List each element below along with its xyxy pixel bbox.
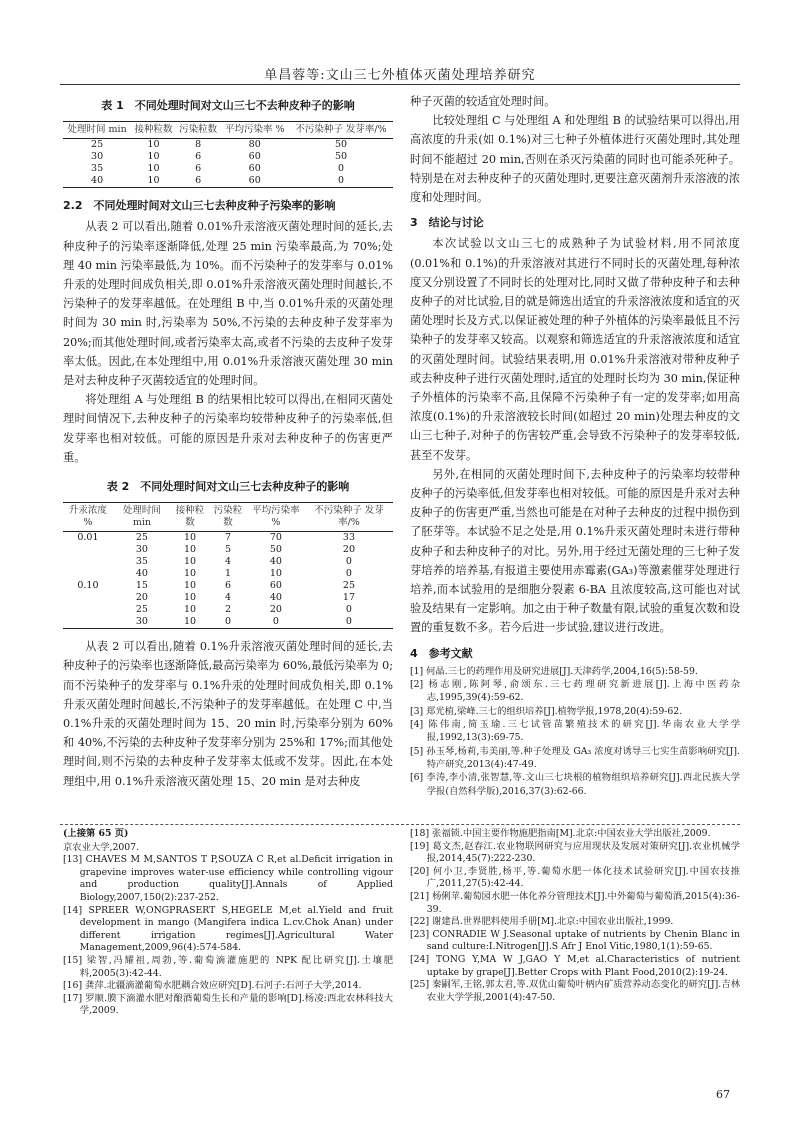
table-cell: 17 bbox=[342, 592, 355, 604]
table-cell: 40 bbox=[135, 568, 148, 580]
reference-item: [4] 陈伟南,简玉瑜.三七试管苗繁殖技术的研究[J].华南农业大学学报,1992,13(3):69-75. bbox=[410, 719, 740, 744]
reference-item: 京农业大学,2007. bbox=[63, 841, 140, 853]
table-cell: 10 bbox=[183, 556, 197, 568]
table1 bbox=[63, 121, 393, 188]
table-cell: 15 bbox=[135, 580, 148, 592]
table-cell: 60 bbox=[248, 163, 261, 175]
running-header: 单昌蓉等:文山三七外植体灭菌处理培养研究 bbox=[264, 68, 536, 83]
table-row bbox=[63, 604, 393, 616]
table-cell: 50 bbox=[269, 544, 282, 556]
table-cell: 20 bbox=[269, 604, 282, 616]
conclusion-paragraph-2: 另外,在相同的灭菌处理时间下,去种皮种子的污染率均较带种皮种子的污染率低,但发芽率也相对较低。可能的原因是升汞对去种皮种子的伤害更严重,当然也可能是在对种子去种皮的过程中损伤到了胚芽等。本试验不足之处是,用 0.1%升汞灭菌处理时未进行带种皮种子和去种皮种子的对比。另外,用于经过无菌处理的三七种子发芽培养的培养基,有报道主要使用赤霉素(GA₃)等激素催芽处理进行培养,而本试验用的是细胞分裂素 6-BA 且浓度较高,这可能也对试验及结果有一定影响。加之由于种子数量有限,试验的重复次数和设置的重复数不多。若今后进一步试验,建议进行改进。 bbox=[410, 467, 740, 635]
table-header-cell: 升汞浓度 % bbox=[63, 503, 113, 532]
table-cell bbox=[63, 616, 113, 629]
table-cell: 10 bbox=[183, 616, 197, 628]
reference-item: [16] 龚萍.北疆滴灌葡萄水肥耦合效应研究[D].石河子:石河子大学,2014. bbox=[63, 980, 362, 992]
table-cell: 0.10 bbox=[77, 580, 99, 592]
reference-item: [20] 何小卫,李贤胜,杨平,等.葡萄水肥一体化技术试验研究[J].中国农技推广,2011,27(5):42-44. bbox=[410, 865, 740, 890]
table-cell: 6 bbox=[195, 151, 202, 163]
table2-body bbox=[63, 532, 393, 629]
reference-item: [2] 杨志刚,陈阿琴,俞颂东.三七药理研究新进展[J].上海中医药杂志,1995,39(4):59-62. bbox=[410, 679, 740, 704]
table-cell: 10 bbox=[147, 175, 160, 187]
table-cell: 20 bbox=[135, 592, 148, 604]
table-header-cell: 不污染种子 发芽率/% bbox=[305, 503, 393, 532]
table-cell: 70 bbox=[269, 532, 282, 544]
section-3-heading: 3 结论与讨论 bbox=[410, 216, 484, 230]
section-2-2-heading: 2.2 不同处理时间对文山三七去种皮种子污染率的影响 bbox=[63, 199, 336, 213]
reference-item: [5] 孙玉琴,杨莉,韦美丽,等.种子处理及 GA₃ 浓度对诱导三七实生苗影响研究[J].特产研究,2013(4):47-49. bbox=[410, 745, 740, 770]
reference-list bbox=[410, 665, 740, 798]
table-cell: 0 bbox=[345, 604, 352, 616]
table1-body bbox=[63, 139, 393, 188]
table-cell: 0 bbox=[345, 568, 352, 580]
table2 bbox=[63, 502, 393, 629]
table-cell: 10 bbox=[183, 544, 197, 556]
reference-item: [25] 秦嗣军,王铭,郭太君,等.双优山葡萄叶柄内矿质营养动态变化的研究[J].吉林农业大学学报,2001(4):47-50. bbox=[410, 979, 740, 1003]
reference-item: [6] 李涛,李小清,张智慧,等.文山三七块根的植物组织培养研究[J].西北民族大学学报(自然科学版),2016,37(3):62-66. bbox=[410, 772, 740, 797]
table-cell: 10 bbox=[183, 580, 197, 592]
continued-references-left bbox=[63, 828, 393, 1018]
table-cell: 10 bbox=[147, 163, 160, 175]
table-cell: 4 bbox=[224, 556, 231, 568]
section-2-2-paragraph-1: 从表 2 可以看出,随着 0.01%升汞溶液灭菌处理时间的延长,去种皮种子的污染率逐渐降低,处理 25 min 污染率最高,为 70%;处理 40 min 污染率最低,为 10%。而不污染种子的发芽率与 0.01%升汞的处理时间成负相关,即 0.01%升汞溶液灭菌处理时间越长,不污染种子的发芽率越低。在处理组 B 中,当 0.01%升汞的灭菌处理时间为 30 min 时,污染率为 50%,不污染的去种皮种子发芽率为 20%;而其他处理时间,或者污染率太高,或者不污染的去皮种子发芽率太低。因此,在本处理组中,用 0.01%升汞溶液灭菌处理 30 min 是对去种皮种子灭菌较适宜的处理时间。 bbox=[63, 220, 393, 388]
table-cell: 10 bbox=[147, 139, 160, 151]
table-cell: 25 bbox=[135, 604, 148, 616]
table-row bbox=[63, 556, 393, 568]
reference-item: [13] CHAVES M M,SANTOS T P,SOUZA C R,et al.Deficit irrigation in grapevine improves water-use efficiency while controlling vigour and production quality[J].Annals of Applied Biology,2007,150(2):237-252. bbox=[63, 854, 393, 903]
table-cell: 0.01 bbox=[77, 532, 99, 544]
page-number: 67 bbox=[716, 1088, 730, 1101]
continuation-divider bbox=[60, 824, 740, 825]
conclusion-paragraph-1: 本次试验以文山三七的成熟种子为试验材料,用不同浓度(0.01%和 0.1%)的升汞溶液对其进行不同时长的灭菌处理,每种浓度又分别设置了不同时长的处理对比,同时又做了带种皮种子和去种皮种子的对比试验,目的就是筛选出适宜的升汞溶液浓度和适宜的灭菌处理时长及方式,以保证被处理的种子外植体的污染率最低且不污染种子的发芽率又较高。以观察和筛选适宜的升汞溶液浓度和适宜的灭菌处理时间。试验结果表明,用 0.01%升汞溶液对带种皮种子或去种皮种子进行灭菌处理时,适宜的处理时长均为 30 min,保证种子外植体的污染率不高,且保障不污染种子有一定的发芽率;如用高浓度(0.1%)的升汞溶液较长时间(如超过 20 min)处理去种皮的文山三七种子,对种子的伤害较严重,会导致不污染种子的发芽率较低,甚至不发芽。 bbox=[410, 237, 740, 462]
table-cell: 0 bbox=[337, 163, 345, 175]
continued-text: 种子灭菌的较适宜处理时间。 bbox=[410, 95, 556, 108]
table-row bbox=[63, 544, 393, 556]
table-cell: 7 bbox=[224, 532, 231, 544]
table-cell: 25 bbox=[342, 580, 355, 592]
reference-item: [21] 杨俐苹.葡萄园水肥一体化养分管理技术[J].中外葡萄与葡萄酒,2015(4):36-39. bbox=[410, 890, 740, 915]
continued-reference-list-left bbox=[63, 842, 393, 1018]
table-cell: 6 bbox=[224, 580, 231, 592]
table-cell: 80 bbox=[248, 139, 261, 151]
table-header-cell: 污染粒数 bbox=[176, 122, 221, 139]
table-cell: 60 bbox=[248, 175, 261, 187]
table-header-cell: 不污染种子 发芽率/% bbox=[289, 122, 393, 139]
table-row bbox=[63, 151, 393, 163]
table-cell: 40 bbox=[269, 556, 282, 568]
reference-item: [23] CONRADIE W J.Seasonal uptake of nutrients by Chenin Blanc in sand culture:I.Nitrogen[J].S Afr J Enol Vitic,1980,1(1):59-65. bbox=[410, 928, 740, 953]
table1-caption: 表 1 不同处理时间对文山三七不去种皮种子的影响 bbox=[101, 99, 355, 112]
comparison-paragraph: 比较处理组 C 与处理组 A 和处理组 B 的试验结果可以得出,用高浓度的升汞(如 0.1%)对三七种子外植体进行灭菌处理时,其处理时间不能超过 20 min,否则在杀灭污染菌的同时也可能杀死种子。特别是在对去种皮种子的灭菌处理时,更要注意灭菌剂升汞溶液的浓度和处理时间。 bbox=[410, 114, 740, 205]
table-cell: 1 bbox=[224, 568, 231, 580]
table-row bbox=[63, 616, 393, 629]
table-cell: 0 bbox=[337, 175, 345, 187]
table-cell: 2 bbox=[224, 604, 231, 616]
table-cell: 10 bbox=[183, 568, 197, 580]
table-header-cell: 处理时间 min bbox=[113, 503, 171, 532]
section-2-2-paragraph-2: 将处理组 A 与处理组 B 的结果相比较可以得出,在相同灭菌处理时间情况下,去种皮种子的污染率均较带种皮种子的污染率低,但发芽率也相对较低。可能的原因是升汞对去种皮种子的伤害更严重。 bbox=[63, 393, 393, 464]
table-cell bbox=[63, 544, 113, 556]
section-4-heading: 4 参考文献 bbox=[410, 646, 473, 660]
table-cell: 50 bbox=[334, 151, 348, 163]
table-cell: 10 bbox=[269, 568, 282, 580]
table-cell: 5 bbox=[224, 544, 231, 556]
reference-item: [24] TONG Y,MA W J,GAO Y M,et al.Characteristics of nutrient uptake by grape[J].Better Crops with Plant Food,2010(2):19-24. bbox=[410, 953, 740, 978]
table1-header-row bbox=[63, 122, 393, 139]
table-cell: 0 bbox=[345, 556, 352, 568]
table-cell: 10 bbox=[183, 604, 197, 616]
table-cell bbox=[63, 568, 113, 580]
table2-discussion-paragraph: 从表 2 可以看出,随着 0.1%升汞溶液灭菌处理时间的延长,去种皮种子的污染率也逐渐降低,最高污染率为 60%,最低污染率为 0;而不污染种子的发芽率与 0.1%升汞的处理时间成负相关,即 0.1%升汞灭菌处理时间越长,不污染种子的发芽率越低。在处理 C 中,当 0.1%升汞的灭菌处理时间为 15、20 min 时,污染率分别为 60%和 40%,不污染的去种皮种子发芽率分别为 25%和 17%;而其他处理时间,则不污染的去种皮种子发芽率太低或不发芽。因此,在本处理组中,用 0.1%升汞溶液灭菌处理 15、20 min 是对去种皮 bbox=[63, 640, 393, 788]
table-cell: 20 bbox=[342, 544, 355, 556]
reference-item: [18] 张福锁.中国主要作物施肥指南[M].北京:中国农业大学出版社,2009. bbox=[410, 828, 711, 839]
reference-item: [17] 罗顺.膜下滴灌水肥对酿酒葡萄生长和产量的影响[D].杨凌:西北农林科技大学,2009. bbox=[63, 992, 393, 1017]
table-cell: 40 bbox=[91, 175, 104, 187]
table-cell: 30 bbox=[91, 151, 104, 163]
table-cell: 60 bbox=[248, 151, 261, 163]
table-cell: 0 bbox=[224, 616, 231, 628]
table-row bbox=[63, 163, 393, 175]
reference-item: [15] 梁智,冯耀祖,周勃,等.葡萄滴灌施肥的 NPK 配比研究[J].土壤肥料,2005(3):42-44. bbox=[63, 954, 393, 979]
reference-item: [19] 葛文杰,赵春江.农业物联网研究与应用现状及发展对策研究[J].农业机械学报,2014,45(7):222-230. bbox=[410, 840, 740, 865]
table-header-cell: 处理时间 min bbox=[63, 122, 131, 139]
reference-item: [14] SPREER W,ONGPRASERT S,HEGELE M,et al.Yield and fruit development in mango (Mangifera indica L.cv.Chok Anan) under different irrigation regimes[J].Agricultural Water Management,2009,96(4):574-584. bbox=[63, 904, 393, 954]
table-header-cell: 平均污染率 % bbox=[220, 122, 289, 139]
table-cell: 35 bbox=[91, 163, 104, 175]
table2-header-row bbox=[63, 503, 393, 532]
table-row bbox=[63, 580, 393, 592]
table-cell: 8 bbox=[195, 139, 202, 151]
table-cell bbox=[63, 604, 113, 616]
left-column bbox=[63, 92, 393, 791]
continued-reference-list-right bbox=[410, 828, 740, 1004]
reference-item: [22] 谢建昌.世界肥料使用手册[M].北京:中国农业出版社,1999. bbox=[410, 916, 674, 928]
header-rule bbox=[60, 84, 740, 85]
table-cell: 6 bbox=[195, 163, 202, 175]
table-cell: 0 bbox=[272, 616, 279, 628]
table-cell: 6 bbox=[195, 175, 202, 187]
table-cell: 33 bbox=[342, 532, 355, 544]
table2-caption: 表 2 不同处理时间对文山三七去种皮种子的影响 bbox=[106, 480, 350, 494]
table-cell: 35 bbox=[135, 556, 148, 568]
table-cell: 25 bbox=[135, 532, 148, 544]
table-cell bbox=[63, 592, 113, 604]
table-header-cell: 接种粒数 bbox=[171, 503, 209, 532]
right-column bbox=[410, 92, 740, 798]
table-cell: 30 bbox=[135, 616, 148, 628]
continued-references-right bbox=[410, 828, 740, 1004]
table-header-cell: 接种粒数 bbox=[131, 122, 176, 139]
table-cell: 60 bbox=[269, 580, 282, 592]
table-header-cell: 污染粒数 bbox=[209, 503, 247, 532]
table-cell: 50 bbox=[334, 139, 348, 151]
table-cell bbox=[63, 556, 113, 568]
table-cell: 30 bbox=[135, 544, 148, 556]
table-cell: 25 bbox=[91, 139, 104, 151]
table-row bbox=[63, 139, 393, 152]
table-cell: 4 bbox=[224, 592, 231, 604]
table-cell: 10 bbox=[183, 532, 197, 544]
table-cell: 0 bbox=[345, 616, 352, 628]
table-row bbox=[63, 175, 393, 188]
continued-from-label: (上接第 65 页) bbox=[63, 828, 129, 839]
table-row bbox=[63, 592, 393, 604]
table-cell: 40 bbox=[269, 592, 282, 604]
table-cell: 10 bbox=[147, 151, 160, 163]
reference-item: [1] 何晶.三七的药理作用及研究进展[J].天津药学,2004,16(5):58-59. bbox=[410, 665, 698, 677]
reference-item: [3] 郑光植,梁峰.三七的组织培养[J].植物学报,1978,20(4):59-62. bbox=[410, 705, 683, 717]
table-row bbox=[63, 532, 393, 545]
table-row bbox=[63, 568, 393, 580]
table-header-cell: 平均污染率 % bbox=[247, 503, 305, 532]
table-cell: 10 bbox=[183, 592, 197, 604]
